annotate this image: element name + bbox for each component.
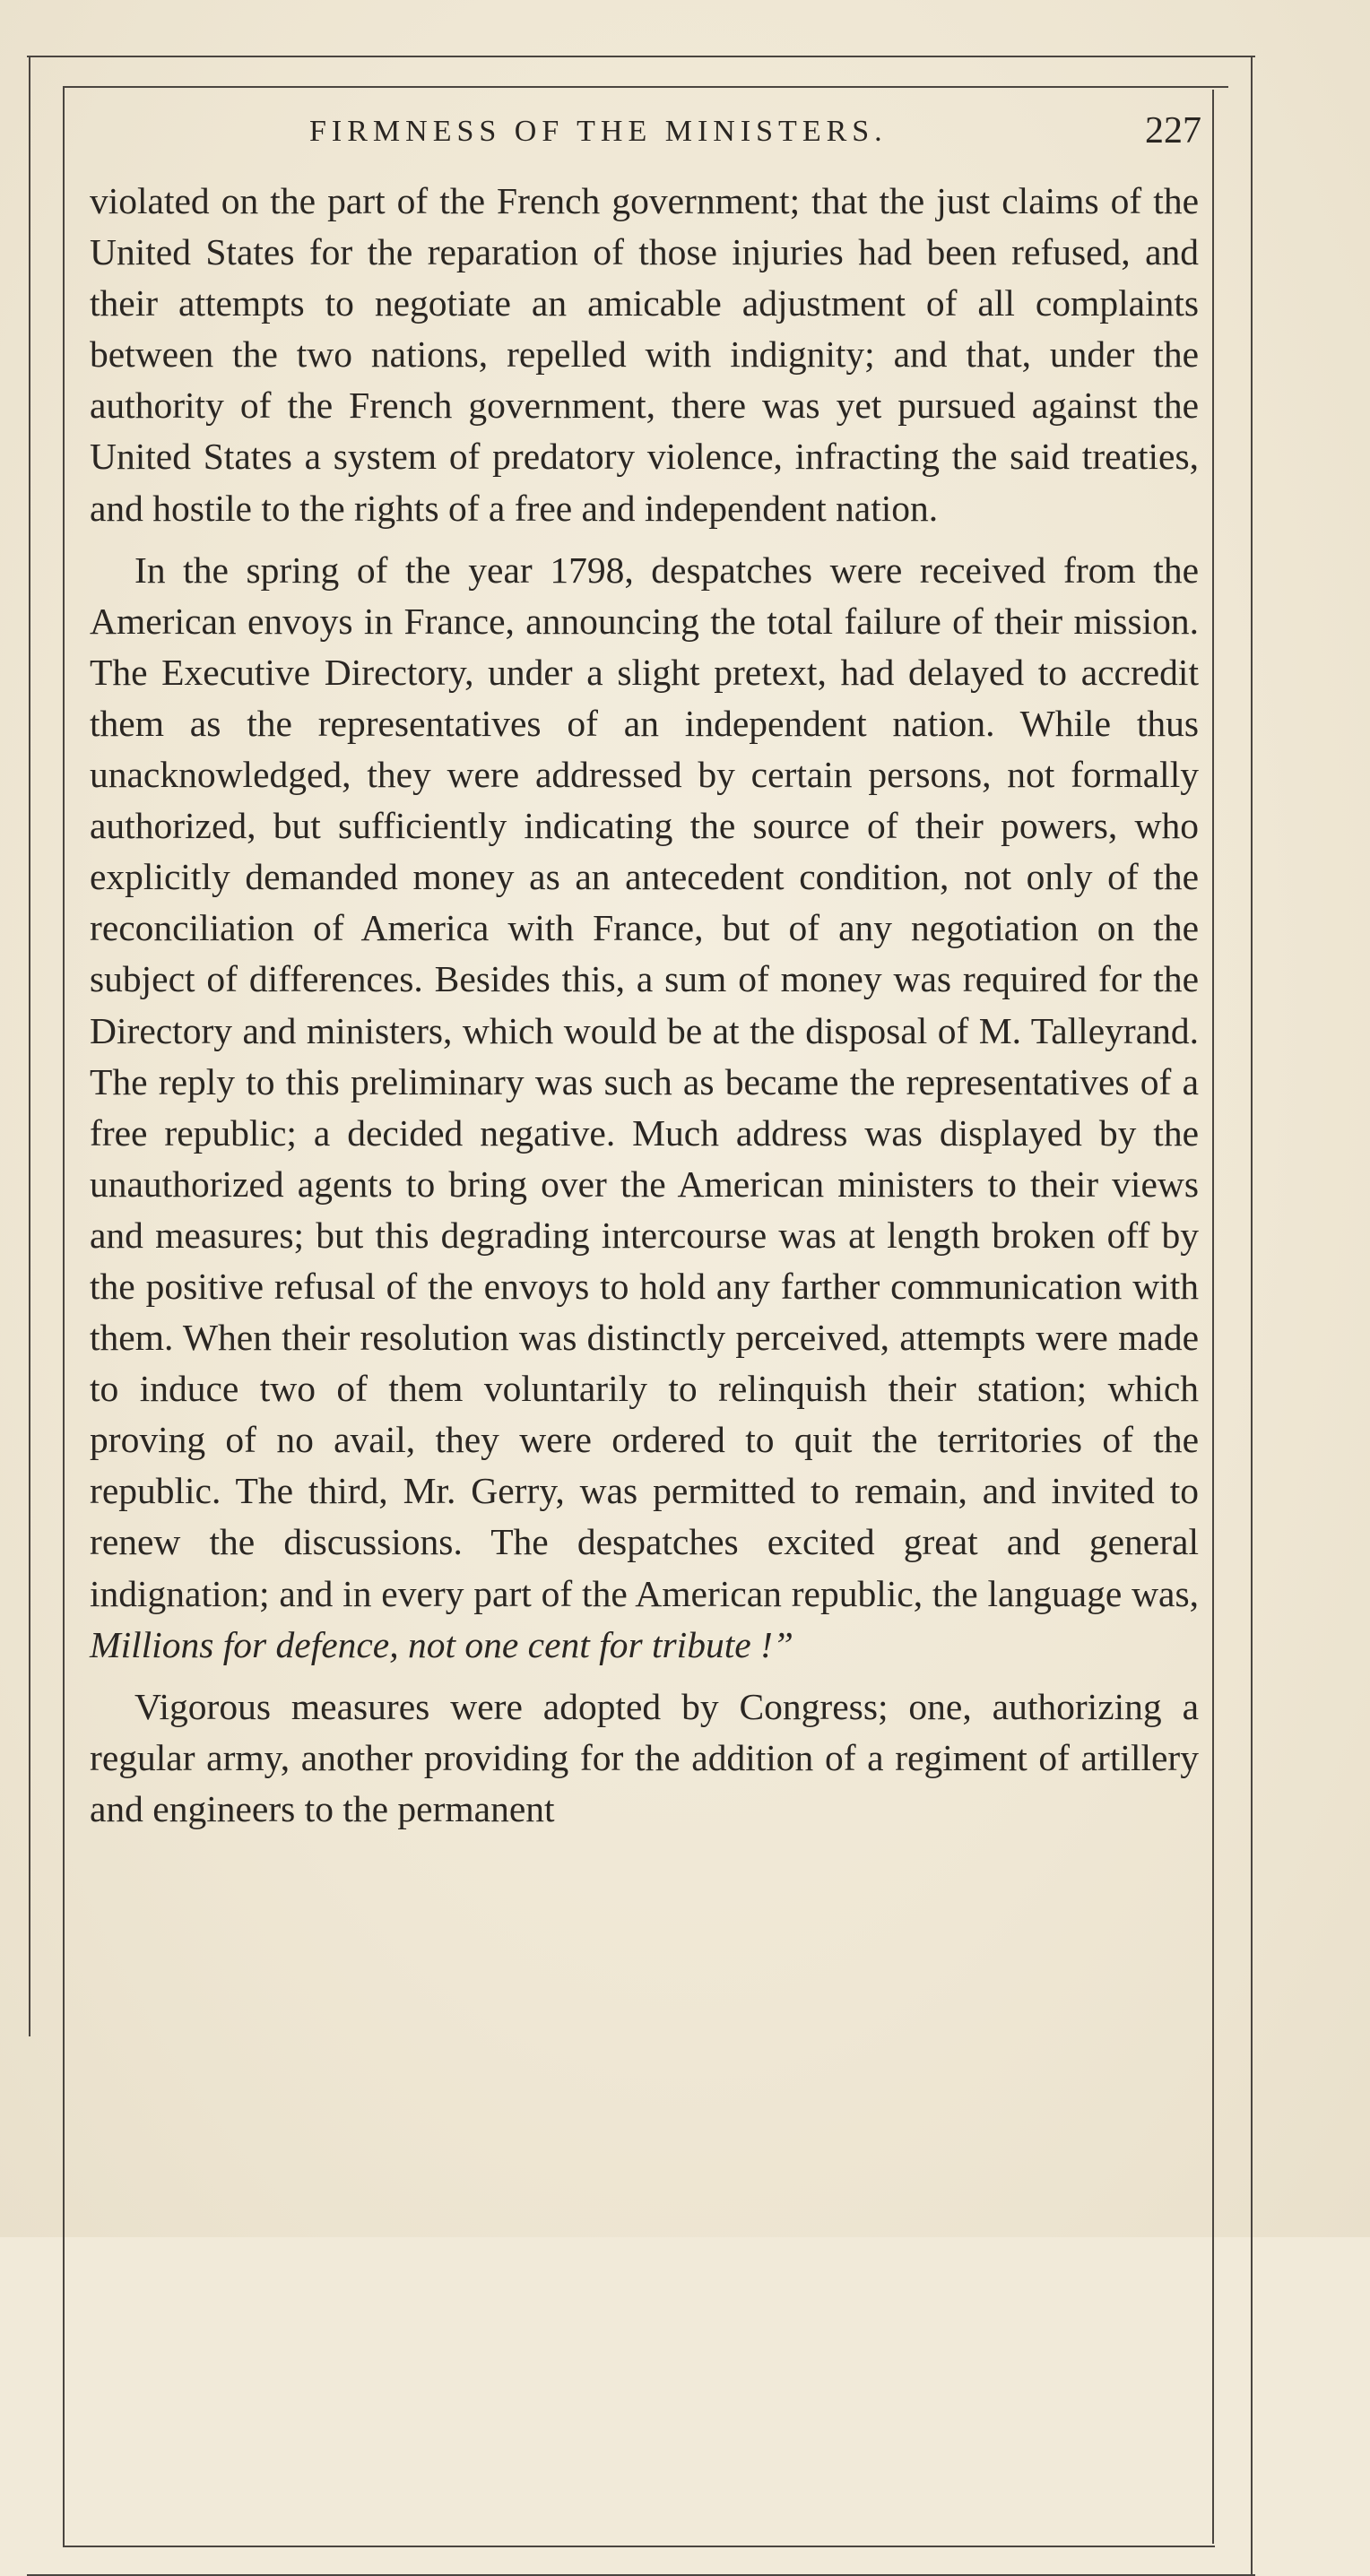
frame-right-outer-rule bbox=[1251, 56, 1253, 2576]
paragraph-despatches-text: In the spring of the year 1798, despatches were received from the American envoys in France, announcing the total failure of their mission. The Executive Directory, under a slight pretext, had delayed to accredit them as the representatives of an independent nation. While thus unacknowledged, they were addressed by certain persons, not formally authorized, but sufficiently indicating the source of their powers, who explicitly demanded money as an antecedent condition, not only of the reconciliation of America with France, but of any negotiation on the subject of differences. Besides this, a sum of money was required for the Directory and ministers, which would be at the disposal of M. Talleyrand. The reply to this preliminary was such as became the representatives of a free republic; a decided negative. Much address was displayed by the unauthorized agents to bring over the American ministers to their views and measures; but this degrading intercourse was at length broken off by the positive refusal of the envoys to hold any farther communication with them. When their resolution was distinctly perceived, attempts were made to induce two of them voluntarily to relinquish their station; which proving of no avail, they were ordered to quit the territories of the republic. The third, Mr. Gerry, was permitted to remain, and invited to renew the discussions. The despatches excited great and general indignation; and in every part of the American republic, the language was, bbox=[90, 549, 1199, 1614]
frame-bottom-inner-rule bbox=[63, 2546, 1215, 2547]
frame-left-outer-rule bbox=[29, 56, 30, 2036]
page-header bbox=[90, 106, 1206, 160]
frame-right-inner-rule bbox=[1212, 90, 1214, 2544]
paragraph-vigorous-measures: Vigorous measures were adopted by Congress; one, authorizing a regular army, another providing for the addition of a regiment of artillery and engineers to the permanent bbox=[90, 1685, 1199, 1829]
frame-top-inner-rule bbox=[63, 86, 1228, 88]
body-text bbox=[90, 176, 1199, 1835]
page-number: 227 bbox=[1145, 110, 1201, 151]
frame-top-outer-rule bbox=[27, 56, 1255, 57]
paragraph-continuation: violated on the part of the French government; that the just claims of the United States for the reparation of those injuries had been refused, and their attempts to negotiate an amicable adjustment of all complaints between the two nations, repelled with indignity; and that, under the authority of the French government, there was yet pursued against the United States a system of predatory violence, infracting the said treaties, and hostile to the rights of a free and independent nation. bbox=[90, 180, 1199, 529]
motto-quote: Millions for defence, not one cent for tribute !” bbox=[90, 1623, 793, 1665]
running-head: FIRMNESS OF THE MINISTERS. bbox=[309, 115, 888, 148]
paragraph-despatches bbox=[90, 545, 1199, 1671]
frame-left-inner-rule bbox=[63, 86, 65, 2546]
